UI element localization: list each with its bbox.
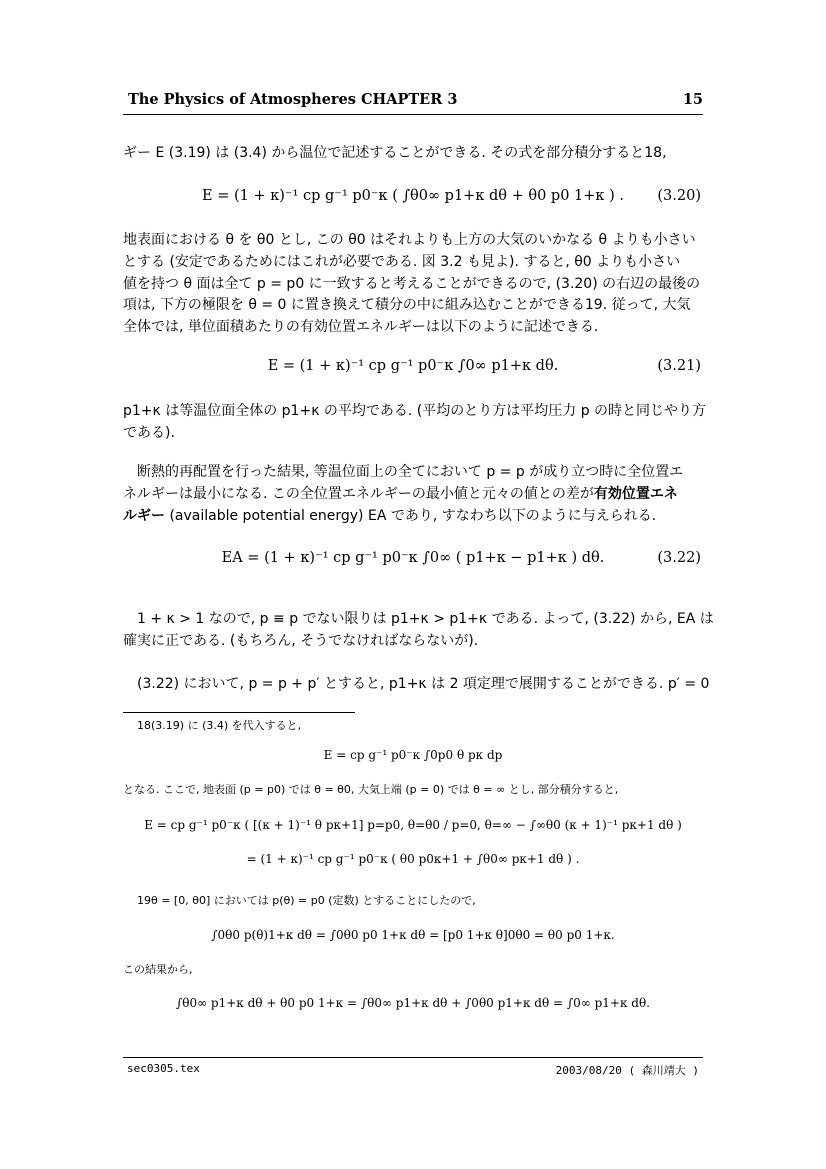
footnote-18-intro: 18(3.19) に (3.4) を代入すると, — [137, 719, 302, 732]
text-line: 値を持つ θ 面は全て p = p0 に一致すると考えることができるので, (3.20) の右辺の最後の — [123, 275, 701, 292]
footnote-18-equation-1: E = cp g⁻¹ p0⁻κ ∫0p0 θ pκ dp — [323, 748, 503, 762]
text-line — [123, 506, 703, 528]
paragraph-3 — [123, 401, 707, 445]
header-rule — [123, 114, 703, 115]
footnote-19-equation-1: ∫0θ0 p(θ)1+κ dθ = ∫0θ0 p0 1+κ dθ = [p0 1+κ θ]0θ0 = θ0 p0 1+κ. — [211, 928, 615, 942]
equation-number: (3.22) — [657, 550, 701, 566]
footer-rule — [123, 1057, 703, 1058]
paragraph-4 — [123, 462, 703, 527]
footnote-rule — [123, 712, 355, 713]
text-line: 地表面における θ を θ0 とし, この θ0 はそれよりも上方の大気のいかなる θ よりも小さい — [123, 232, 696, 248]
date-author: 2003/08/20 ( 森川靖大 ) — [555, 1064, 699, 1077]
footnote-19-intro: 19θ = [0, θ0] においては p(θ) = p0 (定数) とすることにしたので, — [137, 894, 476, 907]
footnote-18-equation-2a: E = cp g⁻¹ p0⁻κ ( [(κ + 1)⁻¹ θ pκ+1] p=p0, θ=θ0 / p=0, θ=∞ − ∫∞θ0 (κ + 1)⁻¹ pκ+1 dθ ) — [144, 818, 682, 832]
paragraph-5 — [123, 609, 714, 653]
text-line: 全体では, 単位面積あたりの有効位置エネルギーは以下のように記述できる. — [123, 319, 599, 336]
text-line: 項は, 下方の極限を θ = 0 に置き換えて積分の中に組み込むことができる19. 従って, 大気 — [123, 297, 691, 314]
paragraph-2 — [123, 230, 703, 339]
equation-body: E = (1 + κ)⁻¹ cp g⁻¹ p0⁻κ ∫0∞ p1+κ dθ. — [267, 358, 559, 374]
page-header — [123, 91, 703, 113]
text-line: 断熱的再配置を行った結果, 等温位面上の全てにおいて p = p が成り立つ時に全位置エ — [137, 464, 684, 480]
equation-body: EA = (1 + κ)⁻¹ cp g⁻¹ p0⁻κ ∫0∞ ( p1+κ − p1+κ ) dθ. — [221, 550, 605, 566]
keyword-bold: 有効位置エネ — [593, 485, 678, 502]
equation-number: (3.21) — [657, 358, 701, 374]
running-title: The Physics of Atmospheres CHAPTER 3 — [128, 91, 458, 108]
footnote-19-text: この結果から, — [123, 963, 193, 976]
text-run: ネルギーは最小になる. この全位置エネルギーの最小値と元々の値との差が — [123, 485, 594, 502]
equation-3-20 — [123, 172, 703, 220]
text-run: (available potential energy) EA であり, すなわち以下のように与えられる. — [165, 507, 657, 524]
page-footer — [123, 1062, 703, 1080]
text-line: ギー E (3.19) は (3.4) から温位で記述することができる. その式を部分積分すると18, — [123, 145, 667, 161]
text-line: とする (安定であるためにはこれが必要である. 図 3.2 も見よ). すると, θ0 よりも小さい — [123, 253, 681, 270]
equation-3-21 — [123, 342, 703, 390]
equation-body: E = (1 + κ)⁻¹ cp g⁻¹ p0⁻κ ( ∫θ0∞ p1+κ dθ + θ0 p0 1+κ ) . — [202, 188, 624, 204]
footnote-18-equation-2b: = (1 + κ)⁻¹ cp g⁻¹ p0⁻κ ( θ0 p0κ+1 + ∫θ0∞ pκ+1 dθ ) . — [246, 852, 580, 866]
text-line: (3.22) において, p = p + p′ とすると, p1+κ は 2 項定理で展開することができる. p′ = 0 — [137, 676, 710, 692]
text-line: p1+κ は等温位面全体の p1+κ の平均である. (平均のとり方は平均圧力 p の時と同じやり方 — [123, 403, 707, 419]
page-number: 15 — [682, 91, 703, 108]
text-line — [123, 484, 703, 506]
text-line: 1 + κ > 1 なので, p ≡ p でない限りは p1+κ > p1+κ である. よって, (3.22) から, EA は — [137, 611, 714, 627]
paragraph-6 — [123, 674, 710, 696]
paragraph-1 — [123, 143, 703, 165]
footnote-19-equation-2: ∫θ0∞ p1+κ dθ + θ0 p0 1+κ = ∫θ0∞ p1+κ dθ + ∫0θ0 p1+κ dθ = ∫0∞ p1+κ dθ. — [175, 996, 650, 1010]
keyword-bold: ルギー — [123, 507, 165, 524]
text-line: である). — [123, 424, 175, 441]
equation-number: (3.20) — [657, 188, 701, 204]
source-filename: sec0305.tex — [127, 1062, 200, 1075]
equation-3-22 — [123, 534, 703, 582]
text-line: 確実に正である. (もちろん, そうでなければならないが). — [123, 632, 479, 649]
footnote-18-text: となる. ここで, 地表面 (p = p0) では θ = θ0, 大気上端 (p = 0) では θ = ∞ とし, 部分積分すると, — [123, 783, 619, 796]
